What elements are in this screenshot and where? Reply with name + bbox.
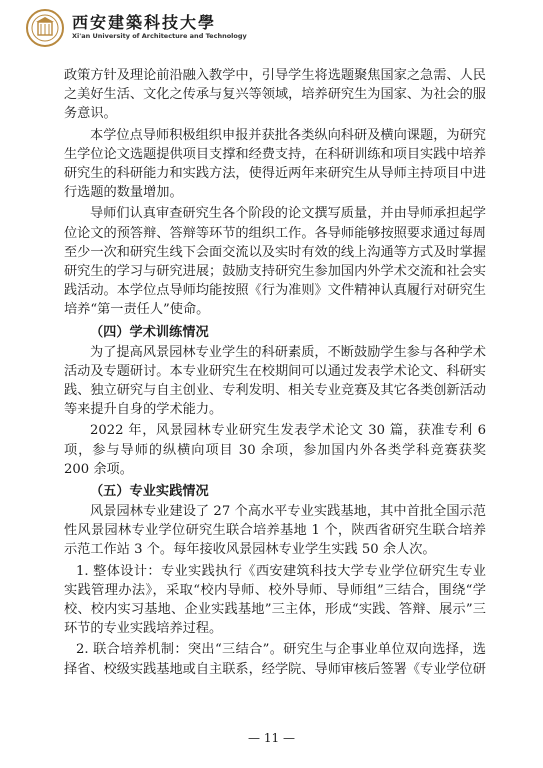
section-heading: （四）学术训练情况: [90, 324, 209, 340]
university-logo-icon: [25, 8, 65, 48]
section-heading: （五）专业实践情况: [90, 484, 209, 500]
page-header: [0, 0, 543, 56]
list-item: 2. 联合培养机制：突出“三结合”。研究生与企事业单位双向选择，选择省、校级实践基地或自主联系，经学院、导师审核后签署《专业学位研: [64, 642, 486, 677]
document-body: [64, 66, 486, 681]
paragraph: 导师们认真审查研究生各个阶段的论文撰写质量，并由导师承担起学位论文的预答辩、答辩等环节的组织工作。各导师能够按照要求通过每周至少一次和研究生线下会面交流以及实时有效的线上沟通等方式及时掌握研究生的学习与研究进展；鼓励支持研究生参加国内外学术交流和社会实践活动。本学位点导师均能按照《行为准则》文件精神认真履行对研究生培养“第一责任人”使命。: [64, 206, 486, 318]
paragraph: 本学位点导师积极组织申报并获批各类纵向科研及横向课题，为研究生学位论文选题提供项目支撑和经费支持，在科研训练和项目实践中培养研究生的科研能力和实践方法，使得近两年来研究生从导师主持项目中进行选题的数量增加。: [64, 127, 486, 201]
school-name-en: Xi'an University of Architecture and Technology: [72, 32, 247, 40]
paragraph: 为了提高风景园林专业学生的科研素质，不断鼓励学生参与各种学术活动及专题研讨。本专业研究生在校期间可以通过发表学术论文、科研实践、独立研究与自主创业、专利发明、相关专业竞赛及其它各类创新活动等来提升自身的学术能力。: [64, 344, 486, 418]
paragraph: 2022 年，风景园林专业研究生发表学术论文 30 篇，获准专利 6 项，参与导师的纵横向项目 30 余项，参加国内外各类学科竞赛获奖 200 余项。: [64, 423, 486, 477]
list-item: 1. 整体设计：专业实践执行《西安建筑科技大学专业学位研究生专业实践管理办法》，采取“校内导师、校外导师、导师组”三结合，围绕“学校、校内实习基地、企业实践基地”三主体，形成“实践、答辩、展示”三环节的专业实践培养过程。: [64, 563, 486, 637]
school-name-cn: 西安建築科技大學: [72, 13, 217, 32]
page-number: — 11 —: [248, 731, 295, 745]
paragraph: 风景园林专业建设了 27 个高水平专业实践基地，其中首批全国示范性风景园林专业学位研究生联合培养基地 1 个，陕西省研究生联合培养示范工作站 3 个。每年接收风景园林专业学生实践 50 余人次。: [64, 504, 486, 558]
paragraph: 政策方针及理论前沿融入教学中，引导学生将选题聚焦国家之急需、人民之美好生活、文化之传承与复兴等领域，培养研究生为国家、为社会的服务意识。: [64, 68, 486, 122]
